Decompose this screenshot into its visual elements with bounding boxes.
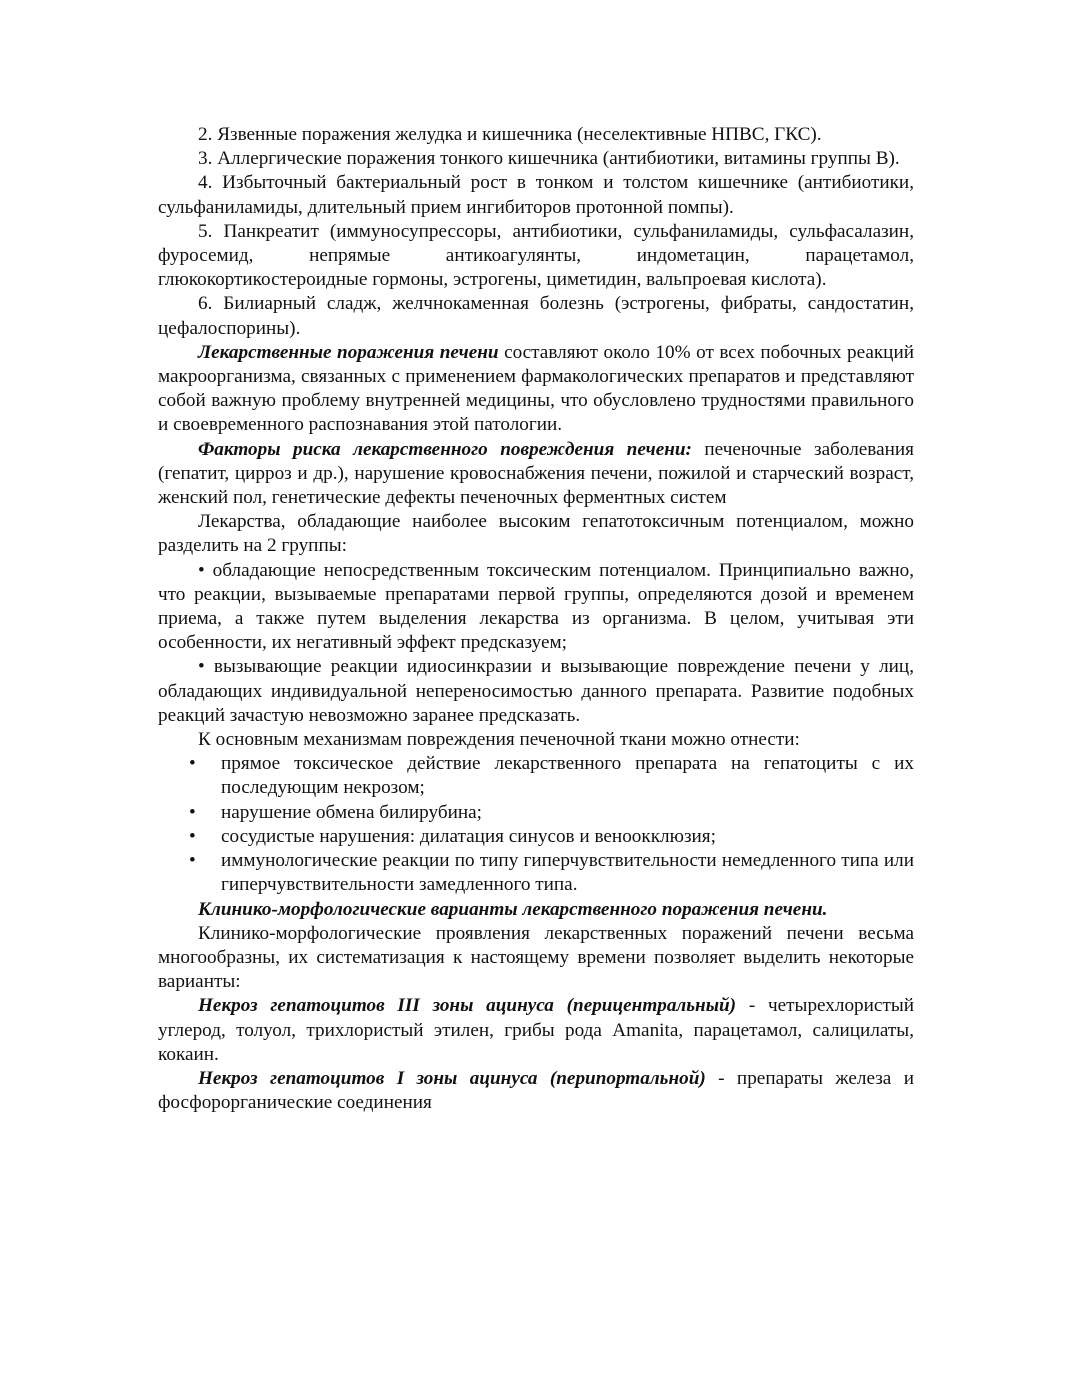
bullet-icon: • — [189, 825, 196, 847]
paragraph-risk-factors — [158, 438, 914, 511]
list-item-text: иммунологические реакции по типу гиперчувствительности немедленного типа или гиперчувствительности замедленного типа. — [221, 850, 914, 896]
paragraph-group-one: • обладающие непосредственным токсическим потенциалом. Принципиально важно, что реакции, вызываемые препаратами первой группы, определяются дозой и временем приема, а также путем выделения лекарства из организма. В целом, учитывая эти особенности, их негативный эффект предсказуем; — [158, 559, 914, 654]
list-item-text: нарушение обмена билирубина; — [221, 801, 482, 823]
paragraph-allergic: 3. Аллергические поражения тонкого кишечника (антибиотики, витамины группы В). — [198, 148, 900, 170]
paragraph-drug-liver-damage — [158, 341, 914, 438]
mechanisms-list — [158, 752, 914, 897]
text-necrosis-zone-one: - препараты железа и фосфорорганические соединения — [158, 1067, 914, 1114]
paragraph-group-two: • вызывающие реакции идиосинкразии и вызывающие повреждение печени у лиц, обладающих индивидуальной непереносимостью данного препарата. Развитие подобных реакций зачастую невозможно заранее предсказать. — [158, 656, 914, 726]
list-item-text: прямое токсическое действие лекарственного препарата на гепатоциты с их последующим некрозом; — [221, 753, 914, 799]
term-necrosis-zone-three: Некроз гепатоцитов III зоны ацинуса (перицентральный) — [198, 995, 737, 1017]
list-item — [158, 825, 914, 849]
term-necrosis-zone-one: Некроз гепатоцитов I зоны ацинуса (перипортальной) — [198, 1067, 706, 1089]
paragraph-necrosis-zone-three — [158, 994, 914, 1067]
list-item-text: сосудистые нарушения: дилатация синусов и веноокклюзия; — [221, 825, 716, 847]
text-necrosis-zone-three: - четырехлористый углерод, толуол, трихлористый этилен, грибы рода Amanita, парацетамол, салицилаты, кокаин. — [158, 995, 914, 1065]
bullet-icon: • — [189, 753, 196, 775]
bullet-icon: • — [189, 850, 196, 872]
paragraph-clinical-variants: Клинико-морфологические проявления лекарственных поражений печени весьма многообразны, их систематизация к настоящему времени позволяет выделить некоторые варианты: — [158, 922, 914, 993]
paragraph-drug-groups: Лекарства, обладающие наиболее высоким гепатотоксичным потенциалом, можно разделить на 2 группы: — [158, 511, 914, 557]
paragraph-biliary-sludge: 6. Билиарный сладж, желчнокаменная болезнь (эстрогены, фибраты, сандостатин, цефалоспорины). — [158, 293, 914, 339]
term-drug-liver-damage: Лекарственные поражения печени — [198, 341, 499, 363]
paragraph-bacterial-growth: 4. Избыточный бактериальный рост в тонком и толстом кишечнике (антибиотики, сульфаниламиды, длительный прием ингибиторов протонной помпы). — [158, 172, 914, 218]
paragraph-necrosis-zone-one — [158, 1067, 914, 1115]
text-risk-factors: печеночные заболевания (гепатит, цирроз и др.), нарушение кровоснабжения печени, пожилой и старческий возраст, женский пол, генетические дефекты печеночных ферментных систем — [158, 438, 914, 509]
text-drug-liver-damage: составляют около 10% от всех побочных реакций макроорганизма, связанных с применением фармакологических препаратов и представляют собой важную проблему внутренней медицины, что обусловлено трудностями правильного и своевременного распознавания этой патологии. — [158, 341, 914, 436]
paragraph-mechanisms-intro: К основным механизмам повреждения печеночной ткани можно отнести: — [198, 729, 800, 751]
bullet-icon: • — [189, 801, 196, 823]
list-item — [158, 752, 914, 800]
paragraph-pancreatitis: 5. Панкреатит (иммуносупрессоры, антибиотики, сульфаниламиды, сульфасалазин, фуросемид, непрямые антикоагулянты, индометацин, парацетамол, глюкокортикостероидные гормоны, эстрогены, циметидин, вальпроевая кислота). — [158, 220, 914, 291]
list-item — [158, 801, 914, 825]
list-item — [158, 849, 914, 897]
paragraph-ulcer: 2. Язвенные поражения желудка и кишечника (неселективные НПВС, ГКС). — [198, 124, 822, 145]
section-heading-clinical-variants: Клинико-морфологические варианты лекарственного поражения печени. — [198, 898, 828, 920]
term-risk-factors: Факторы риска лекарственного повреждения печени: — [198, 438, 692, 460]
document-page — [158, 123, 914, 1115]
